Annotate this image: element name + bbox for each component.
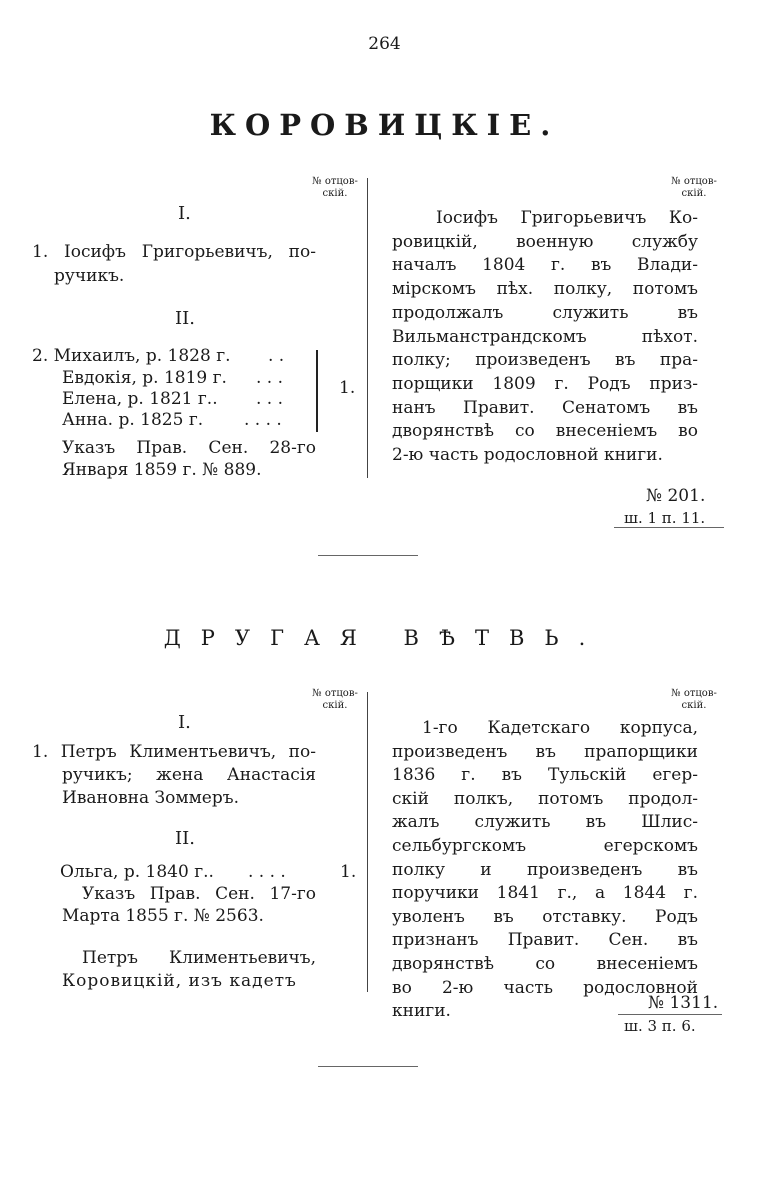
column-header-left-2 xyxy=(305,688,365,712)
biography-start: Петръ Климентьевичъ, xyxy=(82,948,316,968)
decree-line: Указъ Прав. Сен. 17-го xyxy=(82,884,316,904)
column-header-line: № отцов- xyxy=(671,176,717,187)
column-header-left-1 xyxy=(305,176,365,200)
column-header-right-1 xyxy=(664,176,724,200)
archive-reference: ш. 1 п. 11. xyxy=(624,509,706,527)
generation-1-label: I. xyxy=(178,712,191,733)
section-separator xyxy=(318,555,418,556)
child-dots: . . . . xyxy=(244,410,282,430)
archive-reference: ш. 3 п. 6. xyxy=(624,1017,696,1035)
text-line: сельбургскомъ егерскомъ xyxy=(392,836,698,856)
child-dots: . . . . xyxy=(248,862,286,882)
page-title: КОРОВИЦКІЕ. xyxy=(209,108,560,142)
text-line: 1-го Кадетскаго корпуса, xyxy=(422,718,698,738)
text-line: уволенъ въ отставку. Родъ xyxy=(392,906,698,927)
column-header-line: № отцов- xyxy=(671,688,717,699)
child-dots: . . . xyxy=(256,368,284,388)
text-line: порщики 1809 г. Родъ приз- xyxy=(392,373,698,394)
text-line: поручики 1841 г., а 1844 г. xyxy=(392,883,698,904)
branch-title: ДРУГАЯ ВѢТВЬ. xyxy=(163,626,606,650)
text-line: признанъ Правит. Сен. въ xyxy=(392,930,698,951)
generation-2-label: II. xyxy=(175,828,195,849)
child-entry: Евдокія, р. 1819 г. xyxy=(62,368,227,388)
column-header-line: скій. xyxy=(322,188,348,199)
text-line: во 2-ю часть родословной xyxy=(392,977,698,998)
text-line: мірскомъ пѣх. полку, потомъ xyxy=(392,279,698,300)
biography-start: Коровицкій, изъ кадетъ xyxy=(62,971,297,991)
page-number: 264 xyxy=(368,34,401,54)
column-header-line: скій. xyxy=(681,188,707,199)
child-entry: Ольга, р. 1840 г.. xyxy=(60,862,214,882)
ancestor-entry-cont: ручикъ; жена Анастасія xyxy=(62,765,316,785)
column-header-right-2 xyxy=(664,688,724,712)
column-header-line: скій. xyxy=(681,700,707,711)
record-number: № 1311. xyxy=(648,993,719,1013)
child-dots: . . . xyxy=(256,389,284,409)
section-separator xyxy=(318,1066,418,1067)
decree-line: Марта 1855 г. № 2563. xyxy=(62,906,264,926)
child-entry: 2. Михаилъ, р. 1828 г. xyxy=(32,346,231,366)
text-line: полку; произведенъ въ пра- xyxy=(392,350,698,371)
text-line: Вильманстрандскомъ пѣхот. xyxy=(392,326,698,347)
ancestor-entry: 1. Петръ Климентьевичъ, по- xyxy=(32,742,316,762)
column-header-line: № отцов- xyxy=(312,176,358,187)
text-line: произведенъ въ прапорщики xyxy=(392,741,698,762)
record-number: № 201. xyxy=(646,486,706,506)
text-line: книги. xyxy=(392,1001,451,1022)
text-line: жалъ служить въ Шлис- xyxy=(392,812,698,833)
ancestor-entry: 1. Іосифъ Григорьевичъ, по- xyxy=(32,242,316,262)
decree-line: Января 1859 г. № 889. xyxy=(62,460,262,480)
reference-underline xyxy=(614,527,724,528)
father-number: 1. xyxy=(340,862,357,882)
column-header-line: скій. xyxy=(322,700,348,711)
text-line: 2-ю часть родословной книги. xyxy=(392,445,663,465)
child-entry: Анна. р. 1825 г. xyxy=(62,410,204,430)
ancestor-entry-cont: Ивановна Зоммеръ. xyxy=(62,788,239,808)
child-dots: . . xyxy=(268,346,285,366)
column-header-line: № отцов- xyxy=(312,688,358,699)
column-divider xyxy=(367,692,368,992)
ancestor-entry-cont: ручикъ. xyxy=(54,266,125,286)
column-divider xyxy=(367,178,368,478)
reference-underline xyxy=(618,1014,722,1015)
generation-2-label: II. xyxy=(175,308,195,329)
child-entry: Елена, р. 1821 г.. xyxy=(62,389,218,409)
father-number: 1. xyxy=(339,378,356,398)
text-line: полку и произведенъ въ xyxy=(392,859,698,880)
generation-1-label: I. xyxy=(178,203,191,224)
text-line: нанъ Правит. Сенатомъ въ xyxy=(392,397,698,418)
text-line: дворянствѣ со внесеніемъ во xyxy=(392,421,698,442)
text-line: продолжалъ служить въ xyxy=(392,302,698,323)
text-line: дворянствѣ со внесеніемъ xyxy=(392,954,698,974)
children-brace xyxy=(316,350,318,432)
text-line: скій полкъ, потомъ продол- xyxy=(392,788,698,809)
decree-line: Указъ Прав. Сен. 28-го xyxy=(62,438,316,458)
text-line: началъ 1804 г. въ Влади- xyxy=(392,255,698,276)
text-line: 1836 г. въ Тульскій егер- xyxy=(392,765,698,786)
text-line: ровицкій, военную службу xyxy=(392,231,698,252)
text-line: Іосифъ Григорьевичъ Ко- xyxy=(436,208,698,228)
